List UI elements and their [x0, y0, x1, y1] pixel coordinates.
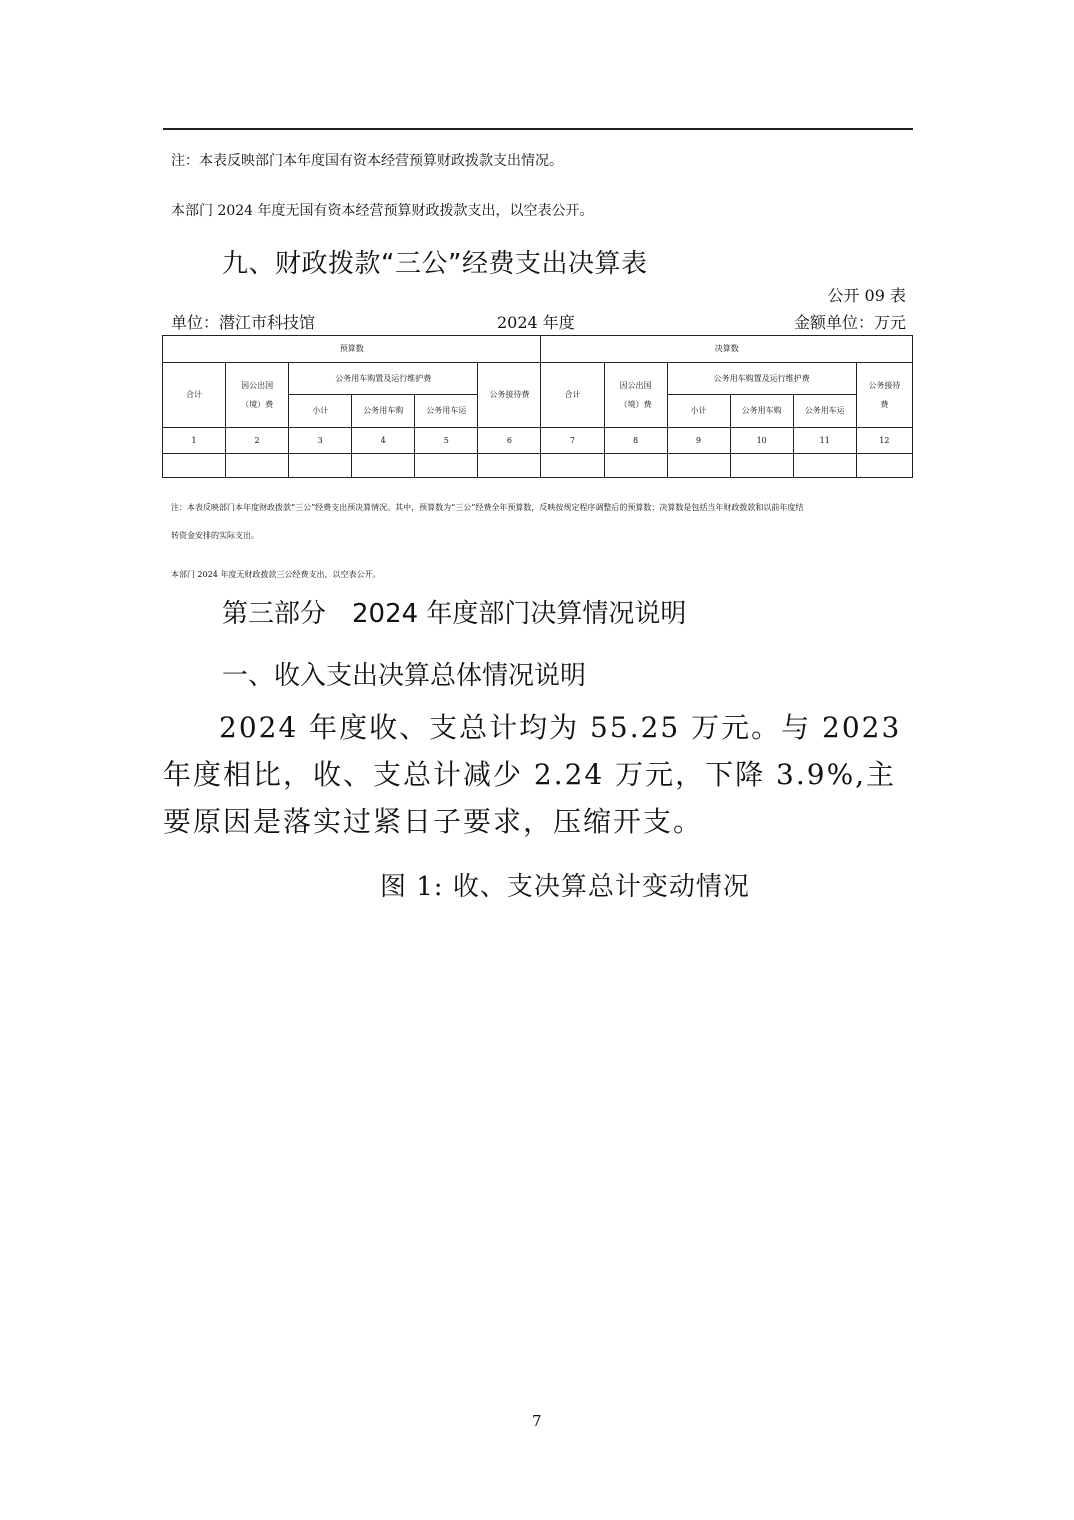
figure-caption: 图 1: 收、支决算总计变动情况	[380, 872, 750, 902]
unit-label: 单位：潜江市科技馆	[171, 313, 316, 332]
empty-data-row	[163, 454, 913, 478]
header-budget-total: 合计	[163, 363, 226, 428]
col-number: 7	[541, 428, 604, 454]
header-final-total: 合计	[541, 363, 604, 428]
top-note-2: 本部门 2024 年度无国有资本经营预算财政拨款支出，以空表公开。	[171, 203, 594, 219]
header-final: 决算数	[541, 336, 913, 363]
section-title: 一、收入支出决算总体情况说明	[222, 661, 587, 691]
table-note-1: 注：本表反映部门本年度财政拨款“三公”经费支出预决算情况。其中，预算数为“三公”经费全年预算数，反映按规定程序调整后的预算数；决算数是包括当年财政拨款和以前年度结	[171, 503, 804, 512]
body-paragraph: 2024 年度收、支总计均为 55.25 万元。与 2023 年度相比，收、支总计减少 2.24 万元，下降 3.9%,主要原因是落实过紧日子要求，压缩开支。	[163, 711, 902, 838]
col-number: 1	[163, 428, 226, 454]
header-budget-vehicle: 公务用车购置及运行维护费	[289, 363, 478, 395]
col-number: 9	[667, 428, 730, 454]
col-number: 11	[793, 428, 856, 454]
header-final-subtotal: 小计	[667, 395, 730, 428]
header-final-abroad-line2: （境）费	[619, 399, 652, 409]
header-budget-operation: 公务用车运	[415, 395, 478, 428]
col-number: 5	[415, 428, 478, 454]
table-note-3: 本部门 2024 年度无财政拨款三公经费支出，以空表公开。	[171, 570, 381, 579]
header-final-vehicle: 公务用车购置及运行维护费	[667, 363, 856, 395]
three-public-expenses-table	[162, 335, 913, 478]
money-unit-label: 金额单位：万元	[793, 313, 906, 332]
header-budget-abroad	[226, 363, 289, 428]
table-title: 九、财政拨款“三公”经费支出决算表	[222, 249, 648, 279]
part-title: 第三部分 2024 年度部门决算情况说明	[222, 599, 687, 629]
header-final-purchase: 公务用车购	[730, 395, 793, 428]
col-number: 6	[478, 428, 541, 454]
table-note-2: 转资金安排的实际支出。	[171, 531, 259, 540]
page-number: 7	[532, 1412, 542, 1430]
header-final-reception-line1: 公务接待	[868, 380, 901, 390]
year-label: 2024 年度	[497, 313, 575, 332]
col-number: 10	[730, 428, 793, 454]
header-final-abroad-line1: 因公出国	[619, 380, 652, 390]
header-budget-purchase: 公务用车购	[352, 395, 415, 428]
header-final-operation: 公务用车运	[793, 395, 856, 428]
table-number: 公开 09 表	[827, 286, 906, 305]
header-budget-abroad-line2: （境）费	[241, 399, 274, 409]
header-budget: 预算数	[163, 336, 541, 363]
header-final-abroad	[604, 363, 667, 428]
col-number: 3	[289, 428, 352, 454]
col-number: 2	[226, 428, 289, 454]
top-note-1: 注：本表反映部门本年度国有资本经营预算财政拨款支出情况。	[171, 153, 563, 169]
header-budget-abroad-line1: 因公出国	[241, 380, 274, 390]
header-final-reception-line2: 费	[880, 399, 889, 409]
col-number: 12	[856, 428, 912, 454]
col-number: 8	[604, 428, 667, 454]
top-rule	[163, 128, 913, 130]
header-budget-subtotal: 小计	[289, 395, 352, 428]
header-final-reception	[856, 363, 912, 428]
header-budget-reception: 公务接待费	[478, 363, 541, 428]
col-number: 4	[352, 428, 415, 454]
